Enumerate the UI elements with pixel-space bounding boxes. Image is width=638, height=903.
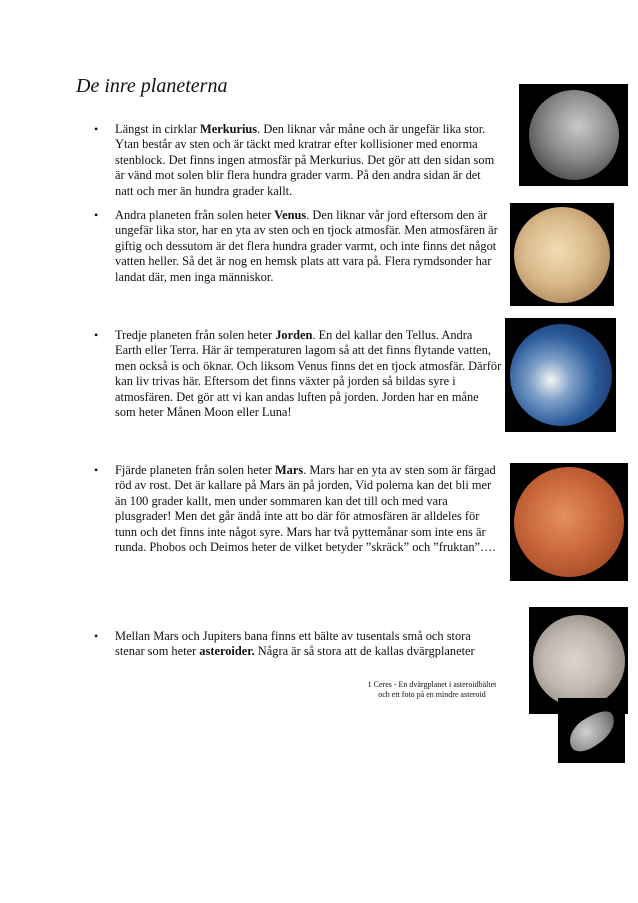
mars-image bbox=[510, 463, 628, 581]
planet-name-venus: Venus bbox=[274, 208, 307, 222]
caption-line-2: och ett foto på en mindre asteroid bbox=[378, 690, 486, 699]
planet-name-mars: Mars bbox=[274, 463, 304, 477]
earth-image bbox=[505, 318, 616, 432]
item-text: Fjärde planeten från solen heter Mars. Mars har en yta av sten som är färgad röd av rost. Det är kallare på Mars än på jorden, Vid polerna kan det bli mer än 100 grader kallt, men under sommaren kan det till och med vara plusgrader! Men det går ändå inte att bo där för atmosfären är alldeles för tunn och det finns inte något syre. Mars har två pyttemånar som inte ens är runda. Phobos och Deimos heter de vilket betyder ”skräck” och ”fruktan”…. bbox=[115, 463, 496, 555]
item-text: Längst in cirklar Merkurius. Den liknar vår måne och är ungefär lika stor. Ytan består av sten och är täckt med kratrar efter kollisioner med enorma stenblock. Det finns ingen atmosfär på Merkurius. Det gör att den sidan som är vänd mot solen blir flera hundra grader varm. På den andra sidan är det natt och mer än hundra grader kallt. bbox=[115, 122, 495, 198]
item-text: Andra planeten från solen heter Venus. Den liknar vår jord eftersom den är ungefär lika stor, har en yta av sten och en tjock atmosfär. Men atmosfären är giftig och dessutom är det flera hundra grader varmt, och inte finns det något vatten heller. Så det är nog en hemsk plats att vara på. Flera rymdsonder har landat där, men inga människor. bbox=[115, 208, 498, 284]
list-item-mars bbox=[94, 463, 502, 555]
asteroids-term: asteroider. bbox=[199, 644, 255, 659]
venus-image bbox=[510, 203, 614, 306]
bullet: • bbox=[94, 122, 99, 136]
bullet: • bbox=[94, 328, 99, 342]
planet-name-earth: Jorden bbox=[275, 328, 313, 342]
page-title: De inre planeterna bbox=[76, 75, 228, 97]
bullet: • bbox=[94, 463, 99, 477]
list-item-venus bbox=[94, 208, 502, 285]
mercury-image bbox=[519, 84, 628, 186]
list-item-mercury bbox=[94, 122, 502, 199]
figure-caption bbox=[352, 680, 512, 700]
bullet: • bbox=[94, 629, 99, 643]
list-item-asteroids bbox=[94, 629, 502, 660]
caption-line-1: 1 Ceres - En dvärgplanet i asteroidbältet bbox=[367, 680, 497, 689]
asteroid-image bbox=[558, 698, 625, 763]
planet-name-mercury: Merkurius bbox=[200, 122, 258, 136]
bullet: • bbox=[94, 208, 99, 222]
item-text: Tredje planeten från solen heter Jorden. En del kallar den Tellus. Andra Earth eller Terra. Här är temperaturen lagom så att det finns flytande vatten, men också is och öknar. Och liksom Venus finns det en tjock atmosfär. Därför kan liv trivas här. Eftersom det finns växter på jorden så bildas syre i atmosfären. Det gör att vi kan andas luften på jorden. Jorden har en måne som heter Månen Moon eller Luna! bbox=[115, 328, 502, 420]
item-text: Mellan Mars och Jupiters bana finns ett bälte av tusentals små och stora stenar som heter asteroider. Några är så stora att de kallas dvärgplaneter bbox=[115, 629, 475, 659]
list-item-earth bbox=[94, 328, 502, 420]
